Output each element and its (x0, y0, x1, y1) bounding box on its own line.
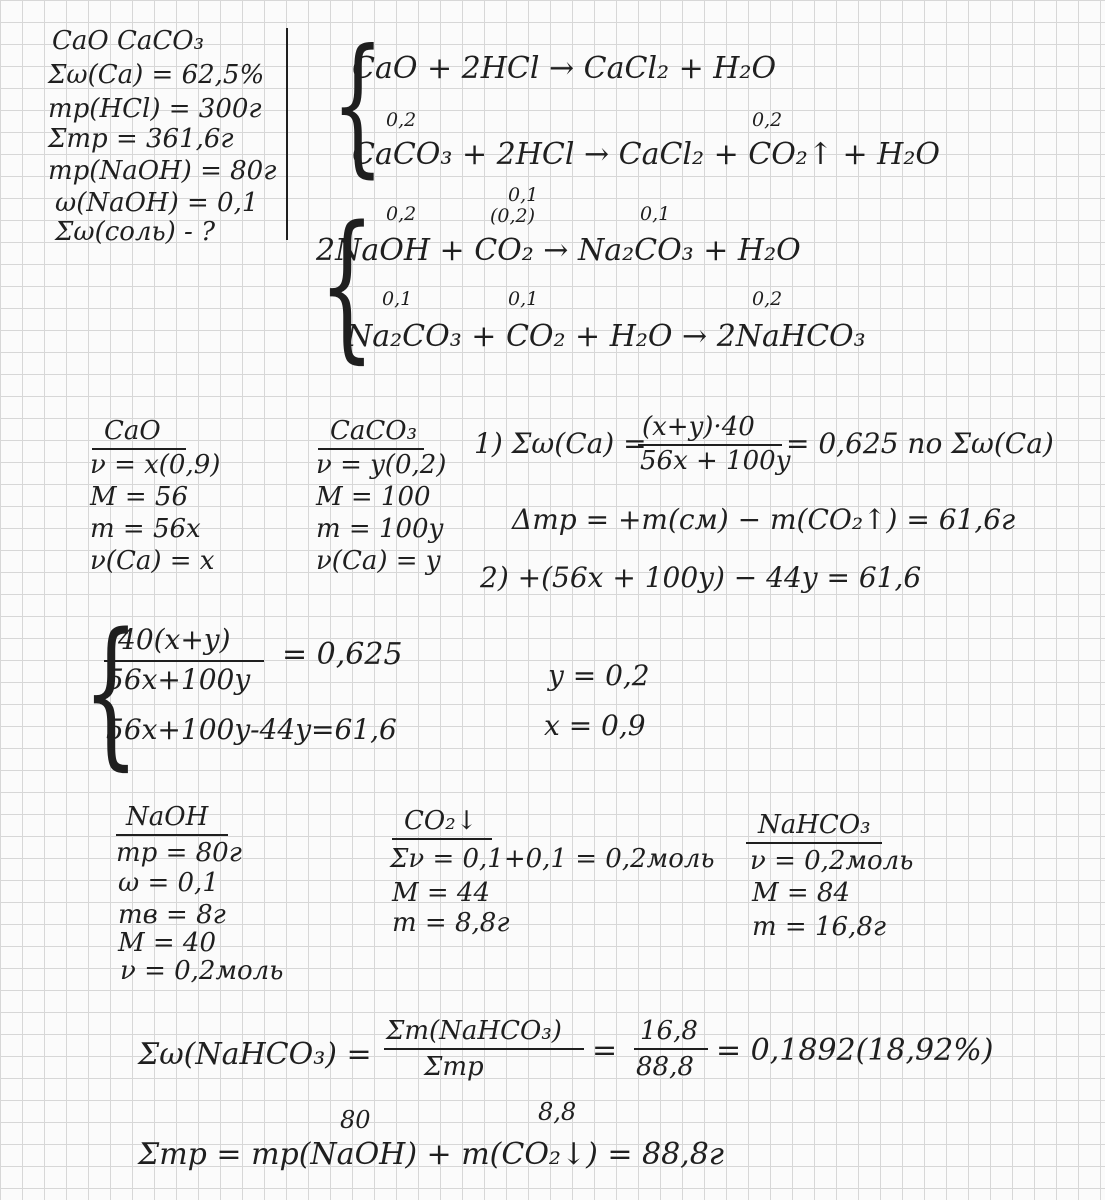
cao-line: m = 56x (90, 514, 201, 544)
n-co2-annotation: 0,2 (752, 109, 783, 131)
system-numerator: 40(x+y) (118, 623, 231, 656)
fraction-bar (634, 1048, 708, 1050)
nahco3-line: ν = 0,2моль (750, 846, 914, 876)
final-numerator-1: Σm(NaHCO₃) (386, 1016, 562, 1046)
final-denominator-1: Σmр (424, 1052, 484, 1082)
system-brace: { (82, 598, 139, 785)
sum-annotation: 80 (340, 1106, 371, 1134)
cao-title: CaO (104, 416, 161, 446)
co2-title: CO₂↓ (404, 806, 478, 836)
caco3-line: ν = y(0,2) (316, 450, 447, 480)
system-denominator: 56x+100y (106, 663, 251, 696)
n-co2-annotation: (0,2) (490, 205, 536, 227)
cao-line: M = 56 (90, 482, 189, 512)
final-result: = 0,1892(18,92%) (716, 1033, 994, 1068)
nahco3-line: m = 16,8г (752, 912, 886, 942)
underline (392, 838, 492, 840)
n-co2-annotation: 0,1 (508, 184, 539, 206)
solution-x: x = 0,9 (544, 709, 646, 742)
system-brace: { (331, 18, 384, 192)
final-denominator-2: 88,8 (636, 1052, 694, 1082)
caco3-title: CaCO₃ (330, 416, 418, 446)
eq1-numerator: (x+y)·40 (642, 412, 755, 442)
equals-sign: = (592, 1033, 618, 1068)
underline (746, 842, 882, 844)
solution-y: y = 0,2 (548, 659, 650, 692)
system-line2: 56x+100y-44y=61,6 (106, 713, 397, 746)
n-co2-annotation: 0,1 (508, 288, 539, 310)
system-rhs: = 0,625 (282, 637, 403, 672)
n-caco3-annotation: 0,2 (386, 109, 417, 131)
sum-line: Σmр = mр(NaOH) + m(CO₂↓) = 88,8г (138, 1137, 724, 1172)
reaction-na2co3-co2: Na₂CO₃ + CO₂ + H₂O → 2NaHCO₃ (346, 319, 866, 354)
nahco3-title: NaHCO₃ (758, 810, 871, 840)
given-divider (286, 28, 288, 240)
given-line: Σmр = 361,6г (48, 124, 234, 154)
eq1-denominator: 56x + 100y (640, 446, 791, 476)
sum-annotation: 8,8 (538, 1098, 577, 1126)
fraction-bar (384, 1048, 584, 1050)
naoh-line: ν = 0,2моль (120, 956, 284, 986)
cao-line: ν(Ca) = x (90, 546, 215, 576)
final-numerator-2: 16,8 (640, 1016, 698, 1046)
eq1-rhs: = 0,625 по Σω(Ca) (786, 427, 1054, 460)
given-line: Σω(соль) - ? (55, 217, 216, 247)
n-na2co3-annotation: 0,1 (640, 203, 671, 225)
system-brace: { (318, 191, 375, 378)
caco3-line: M = 100 (316, 482, 431, 512)
reaction-caco3-hcl: CaCO₃ + 2HCl → CaCl₂ + CO₂↑ + H₂O (352, 137, 940, 172)
naoh-line: mр = 80г (116, 838, 242, 868)
fraction-bar (104, 660, 264, 662)
co2-line: Σν = 0,1+0,1 = 0,2моль (390, 844, 715, 874)
n-naoh-annotation: 0,2 (386, 203, 417, 225)
n-na2co3-annotation: 0,1 (382, 288, 413, 310)
caco3-line: ν(Ca) = y (316, 546, 441, 576)
naoh-line: ω = 0,1 (118, 868, 219, 898)
final-lhs: Σω(NaHCO₃) = (138, 1037, 372, 1072)
co2-line: M = 44 (392, 878, 491, 908)
cao-line: ν = x(0,9) (90, 450, 221, 480)
given-line: mр(NaOH) = 80г (48, 156, 277, 186)
nahco3-line: M = 84 (752, 878, 851, 908)
co2-line: m = 8,8г (392, 908, 510, 938)
given-line: Σω(Ca) = 62,5% (48, 60, 265, 90)
reaction-cao-hcl: CaO + 2HCl → CaCl₂ + H₂O (352, 51, 777, 86)
underline (116, 834, 228, 836)
naoh-line: M = 40 (118, 928, 217, 958)
given-line: ω(NaOH) = 0,1 (55, 188, 259, 218)
caco3-line: m = 100y (316, 514, 444, 544)
naoh-line: mв = 8г (118, 900, 226, 930)
given-line: mр(HCl) = 300г (48, 94, 262, 124)
given-header: CaO CaCO₃ (52, 26, 205, 56)
delta-mass: Δmр = +m(см) − m(CO₂↑) = 61,6г (512, 503, 1016, 536)
n-nahco3-annotation: 0,2 (752, 288, 783, 310)
naoh-title: NaOH (126, 802, 209, 832)
eq1-label: 1) Σω(Ca) = (474, 427, 647, 460)
eq2: 2) +(56x + 100y) − 44y = 61,6 (480, 561, 922, 594)
reaction-naoh-co2: 2NaOH + CO₂ → Na₂CO₃ + H₂O (316, 233, 801, 268)
